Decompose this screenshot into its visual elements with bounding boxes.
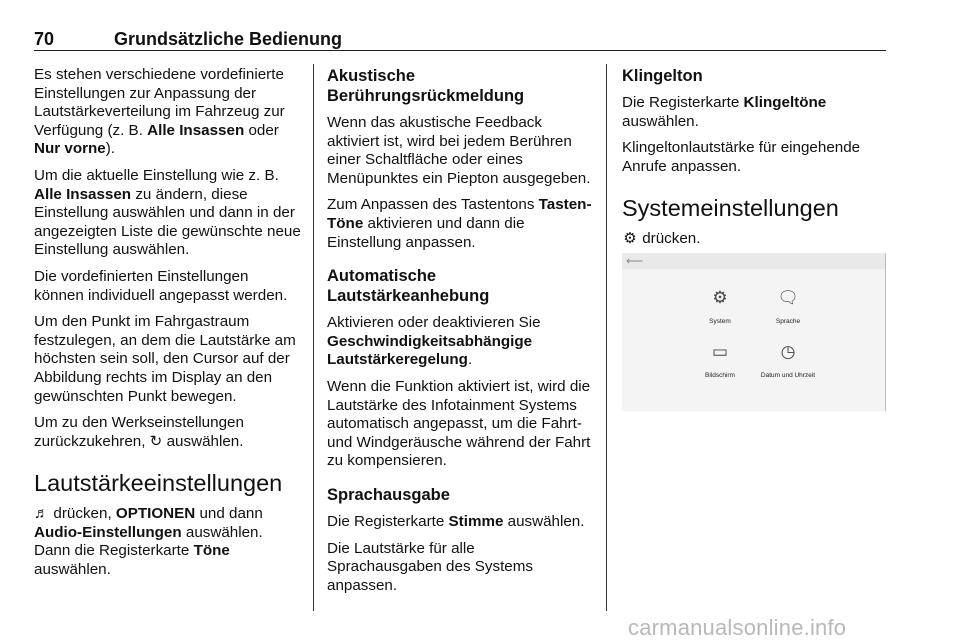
page-title: Grundsätzliche Bedienung	[114, 29, 343, 49]
paragraph: Um die aktuelle Einstellung wie z. B. Alle Insassen zu ändern, diese Einstellung auswählen und dann in der angezeigten Liste die gewünschte neue Einstellung auswählen.	[34, 166, 301, 259]
subheading: Sprachausgabe	[327, 485, 450, 504]
column-divider	[606, 64, 607, 611]
paragraph: Zum Anpassen des Tastentons Tasten-Töne aktivieren und dann die Einstellung anpassen.	[327, 196, 592, 251]
subheading: Klingelton	[622, 67, 703, 85]
tile-language	[743, 287, 833, 326]
paragraph: Klingeltonlautstärke für eingehende Anrufe anpassen.	[622, 139, 861, 175]
tile-label: Bildschirm	[705, 372, 735, 379]
column-2	[327, 66, 592, 603]
paragraph: Wenn die Funktion aktiviert ist, wird die Lautstärke des Infotainment Systems automatisch angepasst, um die Fahrt- und Windgeräusche während der Fahrt zu kompensieren.	[327, 377, 591, 470]
reset-icon: ↻	[149, 432, 163, 450]
paragraph: Es stehen verschiedene vordefinierte Einstellungen zur Anpassung der Lautstärkeverteilung im Fahrzeug zur Verfügung (z. B. Alle Insassen oder Nur vorne).	[34, 66, 285, 158]
paragraph: Wenn das akustische Feedback aktiviert ist, wird bei jedem Berühren einer Schaltfläche oder eines Menüpunktes ein Piepton ausgegeben.	[327, 114, 591, 187]
subheading: Akustische Berührungsrückmeldung	[327, 67, 525, 105]
back-arrow-icon: ⟵	[626, 254, 644, 268]
tile-label: Datum und Uhrzeit	[760, 372, 816, 379]
screenshot-edge	[885, 253, 886, 411]
watermark: carmanualsonline.info	[628, 615, 847, 640]
paragraph: Um den Punkt im Fahrgastraum festzulegen, an dem die Lautstärke am höchsten sein soll, den Cursor auf der Abbildung rechts im Display an den gewünschten Punkt bewegen.	[34, 313, 296, 405]
paragraph: Die Registerkarte Stimme auswählen.	[327, 512, 585, 530]
section-heading: Systemeinstellungen	[622, 195, 839, 222]
page-header	[34, 29, 886, 51]
paragraph: ⚙ drücken.	[623, 230, 701, 248]
monitor-icon: ▭	[711, 342, 729, 361]
paragraph: Die Lautstärke für alle Sprachausgaben des Systems anpassen.	[327, 539, 533, 594]
column-3	[622, 66, 884, 257]
gear-icon: ⚙	[712, 288, 728, 307]
screenshot-top-bar	[622, 253, 886, 269]
paragraph: Die Registerkarte Klingeltöne auswählen.	[622, 94, 827, 130]
paragraph: Um zu den Werkseinstellungen zurückzukehren, ↻ auswählen.	[34, 414, 244, 450]
tile-label: System	[709, 318, 731, 325]
paragraph: ♬ drücken, OPTIONEN und dann Audio-Einstellungen auswählen. Dann die Registerkarte Töne auswählen.	[34, 505, 263, 579]
paragraph: Aktivieren oder deaktivieren Sie Geschwindigkeitsabhängige Lautstärkeregelung.	[327, 314, 541, 369]
speech-bubble-icon: 🗨	[777, 288, 799, 307]
subheading: Automatische Lautstärkeanhebung	[327, 267, 490, 306]
page-number: 70	[34, 29, 55, 49]
paragraph: Die vordefinierten Einstellungen können individuell angepasst werden.	[34, 267, 288, 304]
section-heading: Lautstärkeeinstellungen	[34, 470, 283, 497]
music-note-icon: ♬	[34, 505, 50, 523]
settings-screenshot	[622, 253, 886, 411]
gear-icon: ⚙	[623, 230, 637, 248]
clock-icon: ◷	[780, 342, 796, 361]
tile-label: Sprache	[775, 318, 801, 325]
column-1	[34, 66, 302, 588]
header-rule	[34, 50, 886, 51]
column-divider	[313, 64, 314, 611]
tile-date-time	[743, 341, 833, 380]
